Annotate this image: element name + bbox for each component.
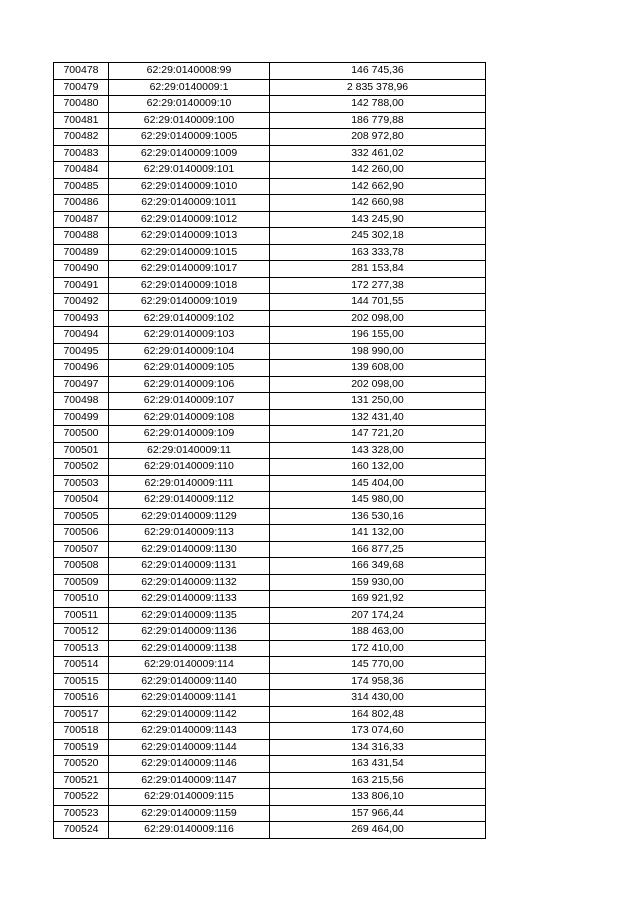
row-id-cell: 700492 [54, 294, 109, 311]
value-cell: 163 333,78 [270, 244, 486, 261]
value-cell: 131 250,00 [270, 393, 486, 410]
value-cell: 157 966,44 [270, 805, 486, 822]
row-id-cell: 700504 [54, 492, 109, 509]
value-cell: 159 930,00 [270, 574, 486, 591]
cadastral-number-cell: 62:29:0140009:1130 [109, 541, 270, 558]
table-row [54, 822, 486, 839]
cadastral-number-cell: 62:29:0140009:112 [109, 492, 270, 509]
value-cell: 141 132,00 [270, 525, 486, 542]
table-row [54, 178, 486, 195]
row-id-cell: 700518 [54, 723, 109, 740]
value-cell: 144 701,55 [270, 294, 486, 311]
value-cell: 196 155,00 [270, 327, 486, 344]
row-id-cell: 700500 [54, 426, 109, 443]
cadastral-number-cell: 62:29:0140009:1129 [109, 508, 270, 525]
table-row [54, 426, 486, 443]
value-cell: 163 431,54 [270, 756, 486, 773]
row-id-cell: 700520 [54, 756, 109, 773]
row-id-cell: 700494 [54, 327, 109, 344]
cadastral-number-cell: 62:29:0140009:1138 [109, 640, 270, 657]
value-cell: 198 990,00 [270, 343, 486, 360]
row-id-cell: 700496 [54, 360, 109, 377]
cadastral-number-cell: 62:29:0140009:107 [109, 393, 270, 410]
cadastral-number-cell: 62:29:0140009:116 [109, 822, 270, 839]
cadastral-number-cell: 62:29:0140009:1144 [109, 739, 270, 756]
cadastral-number-cell: 62:29:0140009:11 [109, 442, 270, 459]
table-row [54, 327, 486, 344]
cadastral-number-cell: 62:29:0140009:106 [109, 376, 270, 393]
cadastral-number-cell: 62:29:0140009:10 [109, 96, 270, 113]
cadastral-number-cell: 62:29:0140009:1133 [109, 591, 270, 608]
row-id-cell: 700486 [54, 195, 109, 212]
table-row [54, 558, 486, 575]
table-row [54, 244, 486, 261]
table-row [54, 492, 486, 509]
cadastral-number-cell: 62:29:0140009:109 [109, 426, 270, 443]
table-row [54, 393, 486, 410]
table-row [54, 96, 486, 113]
table-row [54, 228, 486, 245]
cadastral-number-cell: 62:29:0140009:115 [109, 789, 270, 806]
value-cell: 164 802,48 [270, 706, 486, 723]
value-cell: 202 098,00 [270, 376, 486, 393]
row-id-cell: 700510 [54, 591, 109, 608]
cadastral-number-cell: 62:29:0140009:1141 [109, 690, 270, 707]
cadastral-number-cell: 62:29:0140009:1015 [109, 244, 270, 261]
cadastral-number-cell: 62:29:0140009:1011 [109, 195, 270, 212]
row-id-cell: 700522 [54, 789, 109, 806]
row-id-cell: 700514 [54, 657, 109, 674]
row-id-cell: 700489 [54, 244, 109, 261]
cadastral-number-cell: 62:29:0140009:1 [109, 79, 270, 96]
row-id-cell: 700478 [54, 63, 109, 80]
row-id-cell: 700507 [54, 541, 109, 558]
value-cell: 142 660,98 [270, 195, 486, 212]
cadastral-number-cell: 62:29:0140009:1017 [109, 261, 270, 278]
row-id-cell: 700483 [54, 145, 109, 162]
row-id-cell: 700485 [54, 178, 109, 195]
row-id-cell: 700513 [54, 640, 109, 657]
cadastral-number-cell: 62:29:0140009:1146 [109, 756, 270, 773]
table-row [54, 723, 486, 740]
cadastral-number-cell: 62:29:0140009:102 [109, 310, 270, 327]
table-row [54, 63, 486, 80]
row-id-cell: 700523 [54, 805, 109, 822]
cadastral-number-cell: 62:29:0140009:1018 [109, 277, 270, 294]
table-row [54, 195, 486, 212]
row-id-cell: 700480 [54, 96, 109, 113]
value-cell: 139 608,00 [270, 360, 486, 377]
row-id-cell: 700481 [54, 112, 109, 129]
table-row [54, 789, 486, 806]
table-row [54, 459, 486, 476]
row-id-cell: 700488 [54, 228, 109, 245]
row-id-cell: 700506 [54, 525, 109, 542]
value-cell: 188 463,00 [270, 624, 486, 641]
row-id-cell: 700509 [54, 574, 109, 591]
table-row [54, 624, 486, 641]
row-id-cell: 700521 [54, 772, 109, 789]
table-row [54, 129, 486, 146]
value-cell: 166 877,25 [270, 541, 486, 558]
cadastral-number-cell: 62:29:0140009:103 [109, 327, 270, 344]
cadastral-number-cell: 62:29:0140009:1019 [109, 294, 270, 311]
row-id-cell: 700491 [54, 277, 109, 294]
cadastral-number-cell: 62:29:0140009:108 [109, 409, 270, 426]
row-id-cell: 700497 [54, 376, 109, 393]
value-cell: 142 788,00 [270, 96, 486, 113]
value-cell: 2 835 378,96 [270, 79, 486, 96]
value-cell: 208 972,80 [270, 129, 486, 146]
data-table [53, 62, 486, 839]
table-row [54, 442, 486, 459]
cadastral-number-cell: 62:29:0140009:110 [109, 459, 270, 476]
table-row [54, 591, 486, 608]
value-cell: 134 316,33 [270, 739, 486, 756]
row-id-cell: 700511 [54, 607, 109, 624]
value-cell: 172 277,38 [270, 277, 486, 294]
value-cell: 163 215,56 [270, 772, 486, 789]
table-row [54, 756, 486, 773]
table-row [54, 310, 486, 327]
cadastral-number-cell: 62:29:0140009:1143 [109, 723, 270, 740]
table-row [54, 343, 486, 360]
cadastral-number-cell: 62:29:0140009:1013 [109, 228, 270, 245]
cadastral-number-cell: 62:29:0140009:1135 [109, 607, 270, 624]
row-id-cell: 700501 [54, 442, 109, 459]
cadastral-number-cell: 62:29:0140009:1142 [109, 706, 270, 723]
value-cell: 142 260,00 [270, 162, 486, 179]
cadastral-number-cell: 62:29:0140009:1009 [109, 145, 270, 162]
cadastral-number-cell: 62:29:0140009:1147 [109, 772, 270, 789]
value-cell: 186 779,88 [270, 112, 486, 129]
table-row [54, 541, 486, 558]
cadastral-number-cell: 62:29:0140009:104 [109, 343, 270, 360]
value-cell: 147 721,20 [270, 426, 486, 443]
table-row [54, 574, 486, 591]
table-row [54, 525, 486, 542]
table-row [54, 607, 486, 624]
table-row [54, 739, 486, 756]
value-cell: 132 431,40 [270, 409, 486, 426]
value-cell: 245 302,18 [270, 228, 486, 245]
table-row [54, 706, 486, 723]
table-row [54, 145, 486, 162]
cadastral-number-cell: 62:29:0140009:113 [109, 525, 270, 542]
value-cell: 145 770,00 [270, 657, 486, 674]
table-row [54, 112, 486, 129]
cadastral-number-cell: 62:29:0140009:1005 [109, 129, 270, 146]
table-row [54, 640, 486, 657]
row-id-cell: 700512 [54, 624, 109, 641]
row-id-cell: 700502 [54, 459, 109, 476]
table-row [54, 162, 486, 179]
value-cell: 133 806,10 [270, 789, 486, 806]
cadastral-number-cell: 62:29:0140008:99 [109, 63, 270, 80]
row-id-cell: 700499 [54, 409, 109, 426]
row-id-cell: 700482 [54, 129, 109, 146]
table-row [54, 508, 486, 525]
value-cell: 160 132,00 [270, 459, 486, 476]
cadastral-number-cell: 62:29:0140009:105 [109, 360, 270, 377]
table-row [54, 211, 486, 228]
table-body [54, 63, 486, 839]
table-row [54, 805, 486, 822]
cadastral-number-cell: 62:29:0140009:101 [109, 162, 270, 179]
row-id-cell: 700508 [54, 558, 109, 575]
row-id-cell: 700515 [54, 673, 109, 690]
row-id-cell: 700505 [54, 508, 109, 525]
value-cell: 172 410,00 [270, 640, 486, 657]
cadastral-number-cell: 62:29:0140009:1012 [109, 211, 270, 228]
value-cell: 166 349,68 [270, 558, 486, 575]
table-row [54, 657, 486, 674]
cadastral-number-cell: 62:29:0140009:100 [109, 112, 270, 129]
row-id-cell: 700479 [54, 79, 109, 96]
value-cell: 202 098,00 [270, 310, 486, 327]
cadastral-number-cell: 62:29:0140009:1131 [109, 558, 270, 575]
row-id-cell: 700498 [54, 393, 109, 410]
row-id-cell: 700495 [54, 343, 109, 360]
value-cell: 145 980,00 [270, 492, 486, 509]
table-row [54, 409, 486, 426]
value-cell: 143 328,00 [270, 442, 486, 459]
row-id-cell: 700519 [54, 739, 109, 756]
table-row [54, 277, 486, 294]
cadastral-number-cell: 62:29:0140009:111 [109, 475, 270, 492]
value-cell: 281 153,84 [270, 261, 486, 278]
table-row [54, 360, 486, 377]
table-row [54, 475, 486, 492]
cadastral-number-cell: 62:29:0140009:1140 [109, 673, 270, 690]
table-row [54, 673, 486, 690]
value-cell: 146 745,36 [270, 63, 486, 80]
value-cell: 169 921,92 [270, 591, 486, 608]
value-cell: 136 530,16 [270, 508, 486, 525]
row-id-cell: 700516 [54, 690, 109, 707]
value-cell: 174 958,36 [270, 673, 486, 690]
row-id-cell: 700490 [54, 261, 109, 278]
value-cell: 142 662,90 [270, 178, 486, 195]
row-id-cell: 700493 [54, 310, 109, 327]
cadastral-number-cell: 62:29:0140009:1136 [109, 624, 270, 641]
cadastral-number-cell: 62:29:0140009:1010 [109, 178, 270, 195]
value-cell: 173 074,60 [270, 723, 486, 740]
row-id-cell: 700503 [54, 475, 109, 492]
value-cell: 143 245,90 [270, 211, 486, 228]
table-row [54, 261, 486, 278]
table-row [54, 376, 486, 393]
cadastral-number-cell: 62:29:0140009:1159 [109, 805, 270, 822]
value-cell: 332 461,02 [270, 145, 486, 162]
row-id-cell: 700517 [54, 706, 109, 723]
value-cell: 145 404,00 [270, 475, 486, 492]
cadastral-number-cell: 62:29:0140009:1132 [109, 574, 270, 591]
value-cell: 314 430,00 [270, 690, 486, 707]
value-cell: 269 464,00 [270, 822, 486, 839]
table-row [54, 690, 486, 707]
value-cell: 207 174,24 [270, 607, 486, 624]
cadastral-number-cell: 62:29:0140009:114 [109, 657, 270, 674]
row-id-cell: 700524 [54, 822, 109, 839]
row-id-cell: 700487 [54, 211, 109, 228]
table-row [54, 294, 486, 311]
row-id-cell: 700484 [54, 162, 109, 179]
table-row [54, 772, 486, 789]
table-row [54, 79, 486, 96]
